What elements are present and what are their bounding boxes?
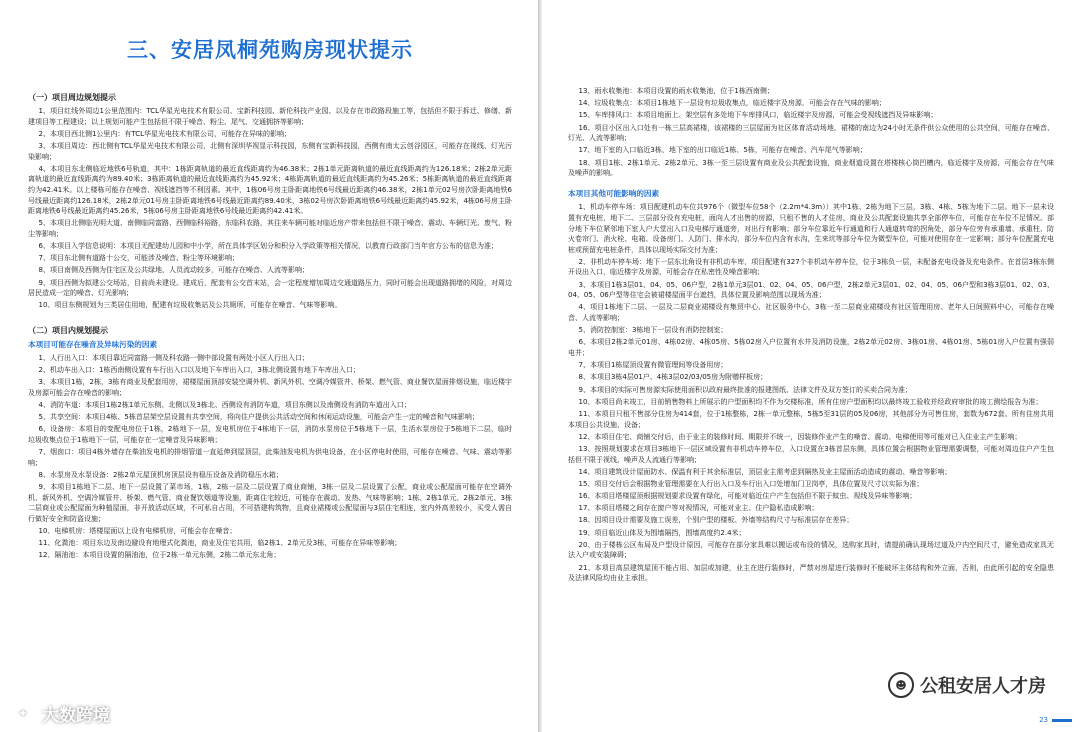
- paragraph: 7、本项目1栋屋顶设置有微管理间等设备用房；: [578, 361, 728, 370]
- right-page: [542, 0, 1080, 732]
- paragraph: 10、本项目尚未竣工，目前销售物料上所展示的户型面积均不作为交楼标准，所有住房户型面积均以最终竣工验收并经政府审批的竣工测绘报告为准；: [578, 397, 1043, 406]
- paragraph: 9、本项目的实际可售房源实际使用面积以政府最终批准的报建图纸、法律文件及双方签订的买卖合同为准；: [578, 385, 912, 394]
- paragraph: 5、消防控制室：3栋地下一层设有消防控制室；: [578, 326, 728, 335]
- paragraph: 18、因项目设计需要及施工误差，个别户型的楼板、外墙等结构尺寸与标准层存在差异；: [578, 516, 854, 525]
- section-body-other: [568, 202, 1054, 583]
- paragraph: 1、人行出入口：本项目靠近同富路一侧及科农路一侧中部设置有两处小区人行出入口；: [38, 353, 309, 362]
- paragraph: 16、项目小区出入口处有一栋三层高裙楼，该裙楼的三层屋面为社区体育活动场地，裙楼的南边为24小时无条件供公众使用的公共空间，可能存在噪音、灯光、人流等影响；: [568, 123, 1054, 143]
- page-title: 三、安居凤桐苑购房现状提示: [127, 38, 413, 62]
- paragraph: 7、烟囱口：项目4栋外墙存在柴油发电机的排烟管道一直延伸到屋顶层，此柴油发电机为供电设备，在小区停电时使用，可能存在噪音、气味、震动等影响；: [28, 447, 512, 467]
- paragraph: 14、项目建筑设计屋面防水、保温有利于其余标准层，顶层业主需考虑到隔热及业主屋面活动造成的震动、噪音等影响；: [578, 467, 952, 476]
- paragraph: 3、本项目1栋，2栋，3栋有商业及配套用房，裙楼屋面顶部安装空调外机、新风外机、空调冷媒管井、桥架、燃气管、商业餐饮屋面排烟设施，临近楼宇及房源可能会存在噪音的影响；: [28, 378, 512, 397]
- paragraph: 6、本项目入学信息说明：本项目无配建幼儿园和中小学，所在具体学区划分和积分入学政策等相关情况，以教育行政部门当年官方公布的信息为准；: [38, 242, 498, 251]
- paragraph: 20、由于楼栋公区布局及户型设计原因，可能存在部分家具难以搬运或布设的情况，选购家具时，请提前确认现场过道及户内空间尺寸，避免造成家具无法入户或安装障碍；: [568, 540, 1054, 560]
- section-body-internal: [28, 353, 512, 561]
- paragraph: 8、项目南侧及西侧为住宅区及公共绿地，人员流动较多，可能存在噪音、人流等影响；: [38, 266, 309, 275]
- paragraph: 18、项目1栋、2栋1单元、2栋2单元、3栋一至三层设置有商业及公共配套设施，商业烟道设置在塔楼核心筒凹槽内，临近楼宇及房源，可能会存在气味及噪声的影响。: [568, 158, 1054, 178]
- paragraph: 6、设备房：本项目的变配电房位于1栋，2栋地下一层，发电机房位于4栋地下一层，消防水泵房位于5栋地下一层，生活水泵房位于5栋地下二层，临时垃圾收集点位于1栋地下一层，可能存在一定噪音及异味影响；: [28, 425, 512, 444]
- paragraph: 1、机动车停车场：项目配建机动车位共976个（微型车位58个（2.2m*4.3m））其中1栋、2栋为地下三层，3栋、4栋、5栋为地下二层。地下一层未设置有充电桩，地下二、三层部分设有充电桩，面向人才出售的房源，只租不售的人才住房，商业及公共配套设施共享全部停车位，可能存在车位不足情况。部分地下车位紧邻地下室人户大堂出入口及电梯厅通道旁，对出行有影响；部分车位靠近车行通道和行人通道转弯的拐角处，部分车位旁有承重墙、承重柱、防火卷帘门、消火栓、电箱、设备房门、人防门、排水沟，部分车位内含有水沟，生来坑等部分车位为微型车位，可能对使用存在一定影响；部分车位配置充电桩或预留充电桩条件，具体以现场实际交付为准；: [568, 203, 1054, 254]
- paragraph: 16、本项目塔楼屋顶根据规划要求设置有绿化，可能对临近住户产生包括但不限于蚊虫、视线及异味等影响；: [578, 492, 917, 501]
- paragraph: 13、按照规划要求在项目3栋地下一层区域设置有非机动车停车位，入口设置在3栋首层东侧，具体位置会根据物业管理需要调整，可能对周边住户产生包括但不限于视线、噪声及人流通行等影响；: [568, 444, 1054, 464]
- paragraph: 19、项目临近山体及为围墙隔挡，围墙高度约2.4米；: [578, 528, 746, 537]
- wechat-icon: ☻: [888, 672, 914, 698]
- section-heading-internal: （二）项目内规划提示: [28, 325, 108, 335]
- paragraph: 8、水泵房及水泵设备：2栋2单元屋顶机房顶层设有稳压设备及消防稳压水箱；: [38, 470, 283, 479]
- paragraph: 17、本项目塔楼之间存在窗户等对视情况，可能对业主、住户隐私造成影响；: [578, 504, 819, 513]
- section-body-surroundings: [28, 106, 512, 311]
- paragraph: 2、非机动车停车场：地下一层东北角设有非机动车库，项目配建有327个非机动车停车位，位于3栋负一层，未配备充电设备及充电条件。在首层3栋东侧开设出入口，临近楼宇及房源，可能会存在私密性及噪音影响；: [568, 257, 1054, 277]
- paragraph: 8、本项目3栋4层01户、4栋3层02/03/05房为附赠样板房；: [578, 373, 768, 382]
- left-page: [0, 0, 538, 732]
- paragraph: 17、地下室的入口临近3栋，地下室的出口临近1栋、5栋，可能存在噪音、汽车尾气等影响；: [578, 146, 867, 155]
- paragraph: 9、项目西侧为拟建公交场站，目前尚未建设。建成后，配套有公交首末站，会一定程度增加周边交通道路压力，同时可能会出现道路拥堵的风险，对周边居民造成一定的噪音、灯光影响；: [28, 278, 512, 298]
- paragraph: 15、车库排风口：本项目地面上、架空层有多处地下车库排风口，临近楼宇及房源，可能会受视线遮挡及异味影响；: [578, 111, 938, 120]
- paragraph: 4、项目1栋地下二层、一层及二层商业裙楼设有集贸中心、社区服务中心，3栋一至二层商业裙楼设有社区管理用房、老年人日间照料中心，可能存在噪音、人流等影响；: [568, 303, 1054, 323]
- page-number-marker: [1039, 716, 1072, 724]
- paragraph: 3、本项目周边：西北侧有TCL华星光电技术有限公司，北侧有深圳华视显示科技园，东侧有宝新科技园，西侧有南太云创谷园区，可能存在视线、灯光污染影响；: [28, 141, 512, 161]
- watermark-left: [10, 700, 110, 726]
- section-heading-surroundings: （一）项目周边规划提示: [28, 93, 116, 102]
- paragraph: 11、本项目只租不售部分住房为414套，位于1栋整栋，2栋一单元整栋，5栋5至31层的05及06房，其他部分为可售住房，套数为672套。所有住房共用本项目公共设施、设备；: [568, 409, 1054, 429]
- paragraph: 4、消防车道：本项目1栋2栋1单元东侧、北侧以及3栋北、西侧设有消防车道，项目东侧以及南侧设有消防车道出入口；: [38, 400, 411, 409]
- subsection-heading-noise: 本项目可能存在噪音及异味污染的因素: [28, 339, 158, 349]
- paragraph: 11、化粪池：项目东边及南边避设有地埋式化粪池，商业及住宅共用，临2栋1、2单元及3栋，可能存在异味等影响；: [38, 539, 402, 548]
- paragraph: 13、雨水收集池：本项目设置的雨水收集池，位于1栋西南侧；: [578, 87, 774, 95]
- paragraph: 7、项目东北侧有道路十公交，可能涉及噪音、粉尘等环境影响；: [38, 254, 239, 263]
- brand-logo-icon: ✦: [10, 700, 36, 726]
- page-number-bar: [1052, 719, 1072, 722]
- paragraph: 21、本项目高层建筑屋顶不能占用、加层或加建，业主在进行装修时，严禁对房屋进行装修时不能破坏主体结构和外立面，否则，由此所引起的安全隐患及法律风险均由业主承担。: [568, 563, 1054, 583]
- paragraph: 4、本项目东北侧临近地铁6号轨道，其中：1栋距离轨道的最近直线距离约为46.38米；2栋1单元距离轨道的最近直线距离约为126.18米；2栋2单元距离轨道的最近直线距离约为89.40米；3栋距离轨道的最近直线距离约为45.92米；4栋距离轨道的最近直线距离约为45.26米；5栋距离轨道的最近直线距离约为42.41米。以上楼栋可能存在噪音、视线遮挡等不利因素。其中，1栋06号房主卧距离地铁6号线最近距离约46.38米，2栋1单元02号房次卧距离地铁6号线最近距离约126.18米，2栋2单元01号房主卧距离地铁6号线最近距离约89.40米，3栋02号房次卧距离地铁6号线最近距离约45.92米，4栋06号房主卧距离地铁6号线最近距离约45.26米，5栋06号房主卧距离地铁6号线最近距离约42.41米。: [28, 164, 512, 216]
- paragraph: 15、项目交付后会根据物业管理需要在人行出入口及车行出入口处增加门卫岗亭，具体位置及尺寸以实际为准；: [578, 479, 924, 488]
- section-body-internal-continued: [568, 86, 1054, 179]
- paragraph: 6、本项目2栋2单元01房、4栋02房、4栋05房、5栋02房入户位置有水井及消防设施，2栋2单元02房、3栋01房、4栋01房、5栋01房入户位置有强弱电井；: [568, 338, 1054, 357]
- paragraph: 1、项目红线外周边1公里范围内：TCL华星光电技术有限公司、宝新科技园、新伦科技产业园、以及存在市政路段施工等，包括但不限于拆迁、修缮、新建项目等工程建设；以上规划可能产生包括但不限于噪音、粉尘、尾气、交通拥挤等影响；: [28, 107, 512, 126]
- paragraph: 14、垃圾收集点：本项目1栋地下一层设有垃圾收集点，临近楼宇及房源，可能会存在气味的影响；: [578, 99, 886, 108]
- paragraph: 5、本项目北侧临光明大道、南侧临同富路、西侧临科裕路，东临科农路，其往来车辆可能对临近房产带来包括但不限于噪音、震动、车辆灯光、废气、粉尘等影响；: [28, 219, 512, 238]
- paragraph: 2、本项目西北侧1公里内：有TCL华星光电技术有限公司，可能存在异味的影响；: [38, 129, 292, 138]
- paragraph: 3、本项目1栋3层01、04、05、06户型，2栋1单元3层01、02、04、05、06户型，2栋2单元3层01、02、04、05、06户型和3栋3层01、02、03、04、05、06户型等住宅会被裙楼屋面平台遮挡，具体位置及影响范围以现场为准；: [568, 280, 1054, 300]
- watermark-right-text: 公租安居人才房: [920, 676, 1046, 697]
- paragraph: 10、项目东侧规划为三类居住用地，配建有垃圾收集站及公共厕所，可能存在噪音、气味等影响。: [38, 301, 342, 310]
- subsection-heading-other: 本项目其他可能影响的因素: [568, 189, 660, 199]
- paragraph: 12、隔油池：本项目设置的隔油池，位于2栋一单元东侧，2栋二单元东北角；: [38, 551, 281, 560]
- paragraph: 9、本项目1栋地下二层、地下一层设置了菜市场，1栋，2栋一层及二层设置了商业商铺，3栋一层及二层设置了公配，商业或公配屋面可能存在空调外机、新风外机、空调冷媒管井、桥架、燃气管、商业餐饮烟道等设施，距离住宅较近，可能存在震动、发热、气味等影响；1栋、2栋1单元、2栋2单元、3栋二层商业或公配屋面为种植屋面，非开放活动区域，不可私自占用，不可搭建构筑物，且商业裙楼或公配屋面与3层住宅相连，室内外高差较小，买受人需自行做好安全和防盗设施；: [28, 482, 512, 523]
- paragraph: 12、本项目住宅、商铺交付后，由于业主的装修时间、期限并不统一，因装修作业产生的噪音、震动、电梯使用等可能对已入住业主产生影响；: [578, 432, 1022, 441]
- watermark-left-text: 大数跨境: [42, 705, 110, 726]
- paragraph: 10、电梯机房：塔楼屋面以上设有电梯机房，可能会存在噪音；: [38, 526, 237, 535]
- paragraph: 2、机动车出入口：1栋西南侧设置有车行出入口以及地下车库出入口，3栋北侧设置有地下车库出入口；: [38, 365, 360, 374]
- watermark-right: [888, 672, 1046, 698]
- paragraph: 5、共享空间：本项目4栋、5栋首层架空层设置有共享空间，将向住户提供公共活动空间和休闲运动设施，可能会产生一定的噪音和气味影响；: [38, 412, 479, 421]
- page-number: 23: [1039, 716, 1048, 724]
